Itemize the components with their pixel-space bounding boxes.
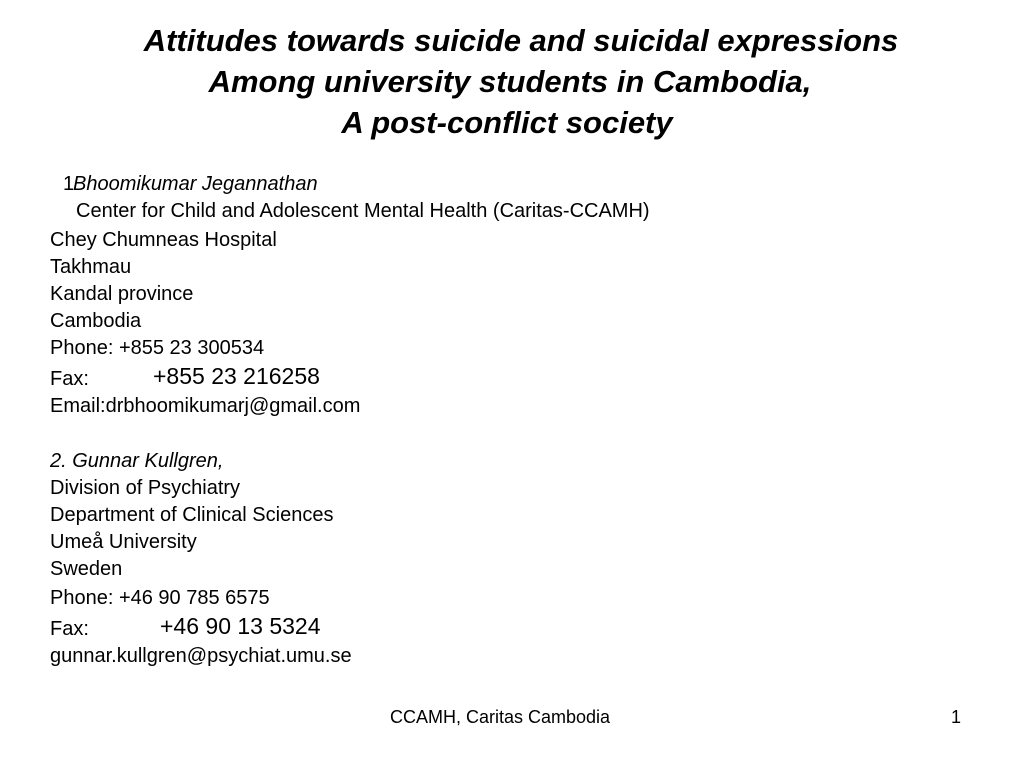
footer-text: CCAMH, Caritas Cambodia — [390, 707, 611, 727]
author2-fax-number: +46 90 13 5324 — [160, 613, 321, 639]
slide-number: 1 — [951, 707, 962, 727]
author2-fax-label: Fax: — [50, 618, 89, 640]
author1-email: Email:drbhoomikumarj@gmail.com — [50, 395, 361, 417]
title-line-1: Attitudes towards suicide and suicidal expressions — [143, 23, 899, 58]
slide-title — [0, 20, 1024, 143]
author2-country: Sweden — [50, 558, 123, 580]
author1-province: Kandal province — [50, 283, 194, 305]
author2-email: gunnar.kullgren@psychiat.umu.se — [50, 645, 352, 667]
author1-country: Cambodia — [50, 310, 142, 332]
author1-phone: Phone: +855 23 300534 — [50, 337, 265, 359]
title-line-3: A post-conflict society — [341, 105, 673, 140]
author1-affiliation: Center for Child and Adolescent Mental Health (Caritas-CCAMH) — [76, 200, 650, 222]
author1-hospital: Chey Chumneas Hospital — [50, 229, 277, 251]
author1-fax-label: Fax: — [50, 368, 89, 390]
author2-division: Division of Psychiatry — [50, 477, 241, 499]
author2-department: Department of Clinical Sciences — [50, 504, 334, 526]
title-line-2: Among university students in Cambodia, — [208, 64, 812, 99]
author1-name: Bhoomikumar Jegannathan — [73, 173, 318, 195]
author1-fax-number: +855 23 216258 — [153, 363, 320, 389]
author2-university: Umeå University — [50, 531, 197, 553]
author2-phone: Phone: +46 90 785 6575 — [50, 587, 270, 609]
author1-number: 1 — [63, 173, 75, 195]
author2-name: 2. Gunnar Kullgren, — [50, 450, 224, 472]
author1-town: Takhmau — [50, 256, 132, 278]
